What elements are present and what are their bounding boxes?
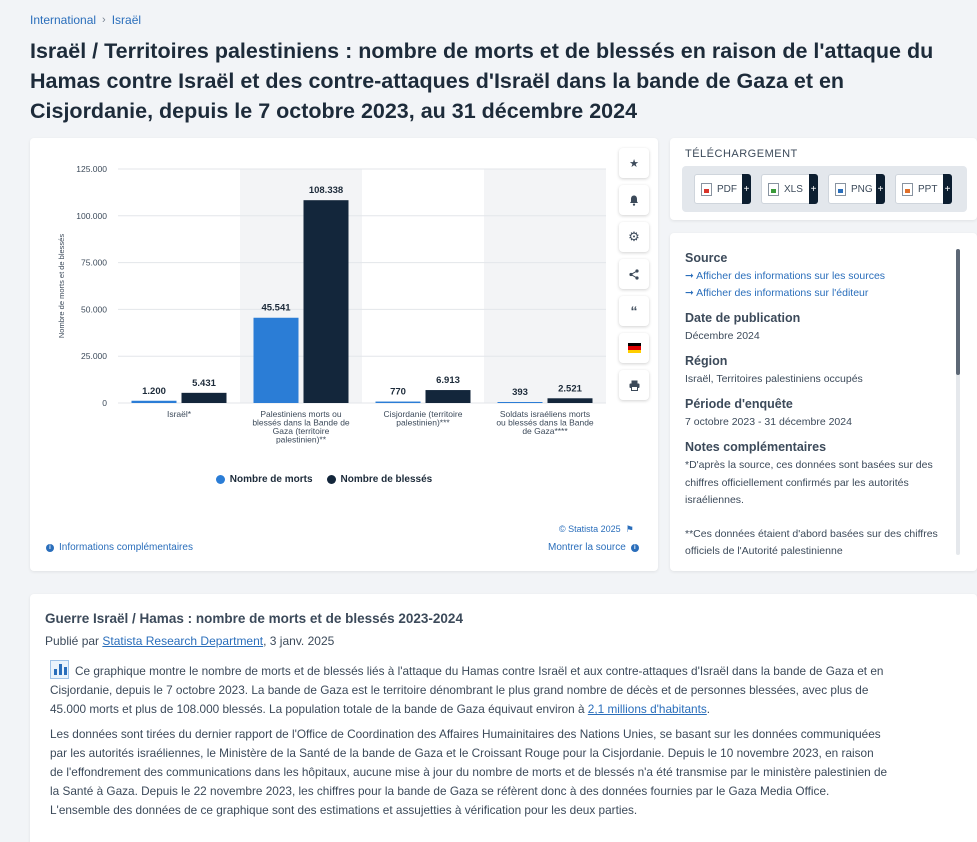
x-tick-label: Soldats israéliens morts [499,409,591,419]
note-1: *D'après la source, ces données sont basées sur des chiffres officiellement confirmés par les autorités israéliennes. [685,459,933,506]
publisher-info-link[interactable] [685,285,945,302]
data-label: 1.200 [142,385,166,397]
source-links [685,268,945,302]
download-xls-button[interactable] [761,174,818,204]
bar [426,390,471,403]
legend-dot-morts [216,475,225,484]
region-value: Israël, Territoires palestiniens occupés [685,373,863,385]
source-scrollbar[interactable] [956,249,960,555]
x-tick-label: Gaza (territoire [272,426,330,436]
data-label: 770 [390,386,406,398]
bar-chart-icon [50,660,69,679]
pub-date-heading: Date de publication [685,311,801,325]
more-info-label: Informations complémentaires [59,542,193,553]
download-title: TÉLÉCHARGEMENT [685,148,798,160]
download-card [670,138,977,220]
y-tick-label: 100.000 [76,210,107,221]
scrollbar-thumb[interactable] [956,249,960,375]
y-axis-label: Nombre de morts et de blessés [57,233,66,339]
y-tick-label: 75.000 [81,257,107,268]
settings-button[interactable] [619,222,649,252]
pub-date-value: Décembre 2024 [685,330,760,342]
info-icon: i [631,544,639,552]
x-tick-label: blessés dans la Bande de [252,417,350,428]
y-tick-label: 25.000 [81,351,107,362]
page-title: Israël / Territoires palestiniens : nombre de morts et de blessés en raison de l'attaque du Hamas contre Israël et des contre-attaques d'Israël dans la bande de Gaza et en Cisjordanie, depuis le 7 octobre 2023, au 31 décembre 2024 [30,39,934,123]
y-tick-label: 0 [102,398,107,408]
x-tick-label: palestinien)** [275,434,327,445]
more-info-link[interactable] [46,542,193,553]
alert-button[interactable] [619,185,649,215]
breadcrumb-link-israel[interactable]: Israël [111,13,142,27]
x-tick-label: de Gaza**** [522,426,568,436]
bar [182,393,227,403]
data-label: 393 [512,387,528,398]
source-info-link[interactable] [685,268,945,285]
publisher-link[interactable]: Statista Research Department [102,634,264,648]
plus-icon: + [742,174,751,204]
credit-text: © Statista 2025 [559,524,621,534]
flag-pennant-icon: ⚑ [625,524,634,534]
plus-icon: + [809,174,818,204]
legend-item-morts[interactable] [216,474,313,485]
plus-icon: + [876,174,885,204]
download-ppt-button[interactable] [895,174,952,204]
share-icon [629,269,639,280]
description-title: Guerre Israël / Hamas : nombre de morts et de blessés 2023-2024 [45,611,463,626]
bar [132,401,177,403]
population-link[interactable]: 2,1 millions d'habitants [587,702,707,717]
star-icon: ★ [629,157,639,170]
flag-de-icon [628,343,641,353]
description-paragraph-1 [50,662,890,719]
quote-icon: “ [630,303,638,319]
legend-dot-blesses [327,475,336,484]
download-png-label: PNG [851,183,873,195]
download-ppt-label: PPT [918,183,938,195]
download-png-button[interactable] [828,174,885,204]
x-tick-label: palestinien)*** [396,417,450,428]
period-value: 7 octobre 2023 - 31 décembre 2024 [685,416,852,428]
chart-toolbar [619,148,649,400]
bar [376,402,421,403]
region-heading: Région [685,354,728,368]
print-button[interactable] [619,370,649,400]
bar-chart [30,138,658,468]
bar [548,398,593,403]
y-tick-label: 125.000 [76,164,107,174]
show-source-label: Montrer la source [548,542,626,553]
arrow-right-icon: ➞ [685,270,694,282]
notes-text [685,457,945,561]
breadcrumb [30,13,141,27]
png-file-icon [835,183,846,196]
data-label: 6.913 [436,375,460,387]
description-paragraph-2: Les données sont tirées du dernier rapport de l'Office de Coordination des Affaires Humainitaires des Nations Unies, se basant sur les données communiquées par les autorités israéliennes, le Ministère de la Santé de la bande de Gaza et le Croissant Rouge pour la Cisjordanie. Depuis le 10 novembre 2023, en raison de l'effondrement des communications dans les hôpitaux, aucune mise à jour du nombre de morts et de blessés n'a été transmise par le ministère palestinien de la Santé à Gaza. Depuis le 22 novembre 2023, les chiffres pour la bande de Gaza se réfèrent donc à des données fournies par le Gaza Media Office. L'ensemble des données de ce graphique sont des estimations et assujetties à vérification pour les deux parties. [50,727,888,817]
download-pdf-label: PDF [717,183,737,195]
print-icon [629,380,640,391]
info-icon: i [46,544,54,552]
publisher-info-link-label: Afficher des informations sur l'éditeur [696,287,869,299]
download-pdf-button[interactable] [694,174,751,204]
y-tick-label: 50.000 [81,304,107,315]
statista-credit[interactable] [559,524,634,535]
category-band [484,169,606,403]
x-tick-label: Cisjordanie (territoire [383,409,463,419]
source-content [685,251,945,571]
plus-icon: + [943,174,952,204]
show-source-link[interactable] [548,542,639,553]
bell-icon [629,195,639,206]
source-card [670,233,977,571]
data-label: 45.541 [261,302,291,314]
cite-button[interactable] [619,296,649,326]
paragraph-1-text: Ce graphique montre le nombre de morts et de blessés liés à l'attaque du Hamas contre Israël et aux contre-attaques d'Israël dans la bande de Gaza et en Cisjordanie, depuis le 7 octobre 2023. La bande de Gaza est le territoire dénombrant le plus grand nombre de décès et de personnes blessées, avec plus de 45.000 morts et plus de 108.000 blessés. La population totale de la bande de Gaza équivaut environ à [50,664,884,717]
data-label: 2.521 [558,383,582,395]
paragraph-1-end: . [706,702,711,717]
published-prefix: Publié par [45,634,103,648]
description-card [30,594,977,842]
breadcrumb-separator: › [102,14,106,26]
language-button[interactable] [619,333,649,363]
source-info-link-label: Afficher des informations sur les sources [696,270,886,282]
published-by [45,634,334,648]
share-button[interactable] [619,259,649,289]
ppt-file-icon [902,183,913,196]
x-tick-label: ou blessés dans la Bande [496,417,594,428]
bar [304,200,349,403]
xls-file-icon [768,183,779,196]
bar [254,318,299,403]
data-label: 5.431 [192,377,216,389]
download-xls-label: XLS [784,183,803,195]
data-label: 108.338 [308,185,344,197]
arrow-right-icon: ➞ [685,287,694,299]
legend-label-blesses: Nombre de blessés [340,474,433,485]
x-tick-label: Palestiniens morts ou [260,409,342,419]
x-tick-label: Israël* [166,409,192,419]
published-date: , 3 janv. 2025 [263,634,335,648]
legend-label-morts: Nombre de morts [229,474,313,485]
pdf-file-icon [701,183,712,196]
legend-item-blesses[interactable] [327,474,433,485]
note-2: **Ces données étaient d'abord basées sur des chiffres officiels de l'Autorité palestinienne [685,527,938,557]
favorite-button[interactable] [619,148,649,178]
source-heading: Source [685,251,728,265]
gear-icon: ⚙ [628,229,640,244]
period-heading: Période d'enquête [685,397,793,411]
bar [498,402,543,403]
chart-card [30,138,658,571]
breadcrumb-link-international[interactable]: International [30,13,97,27]
notes-heading: Notes complémentaires [685,440,827,454]
download-buttons [682,166,967,212]
chart-legend [30,474,618,485]
